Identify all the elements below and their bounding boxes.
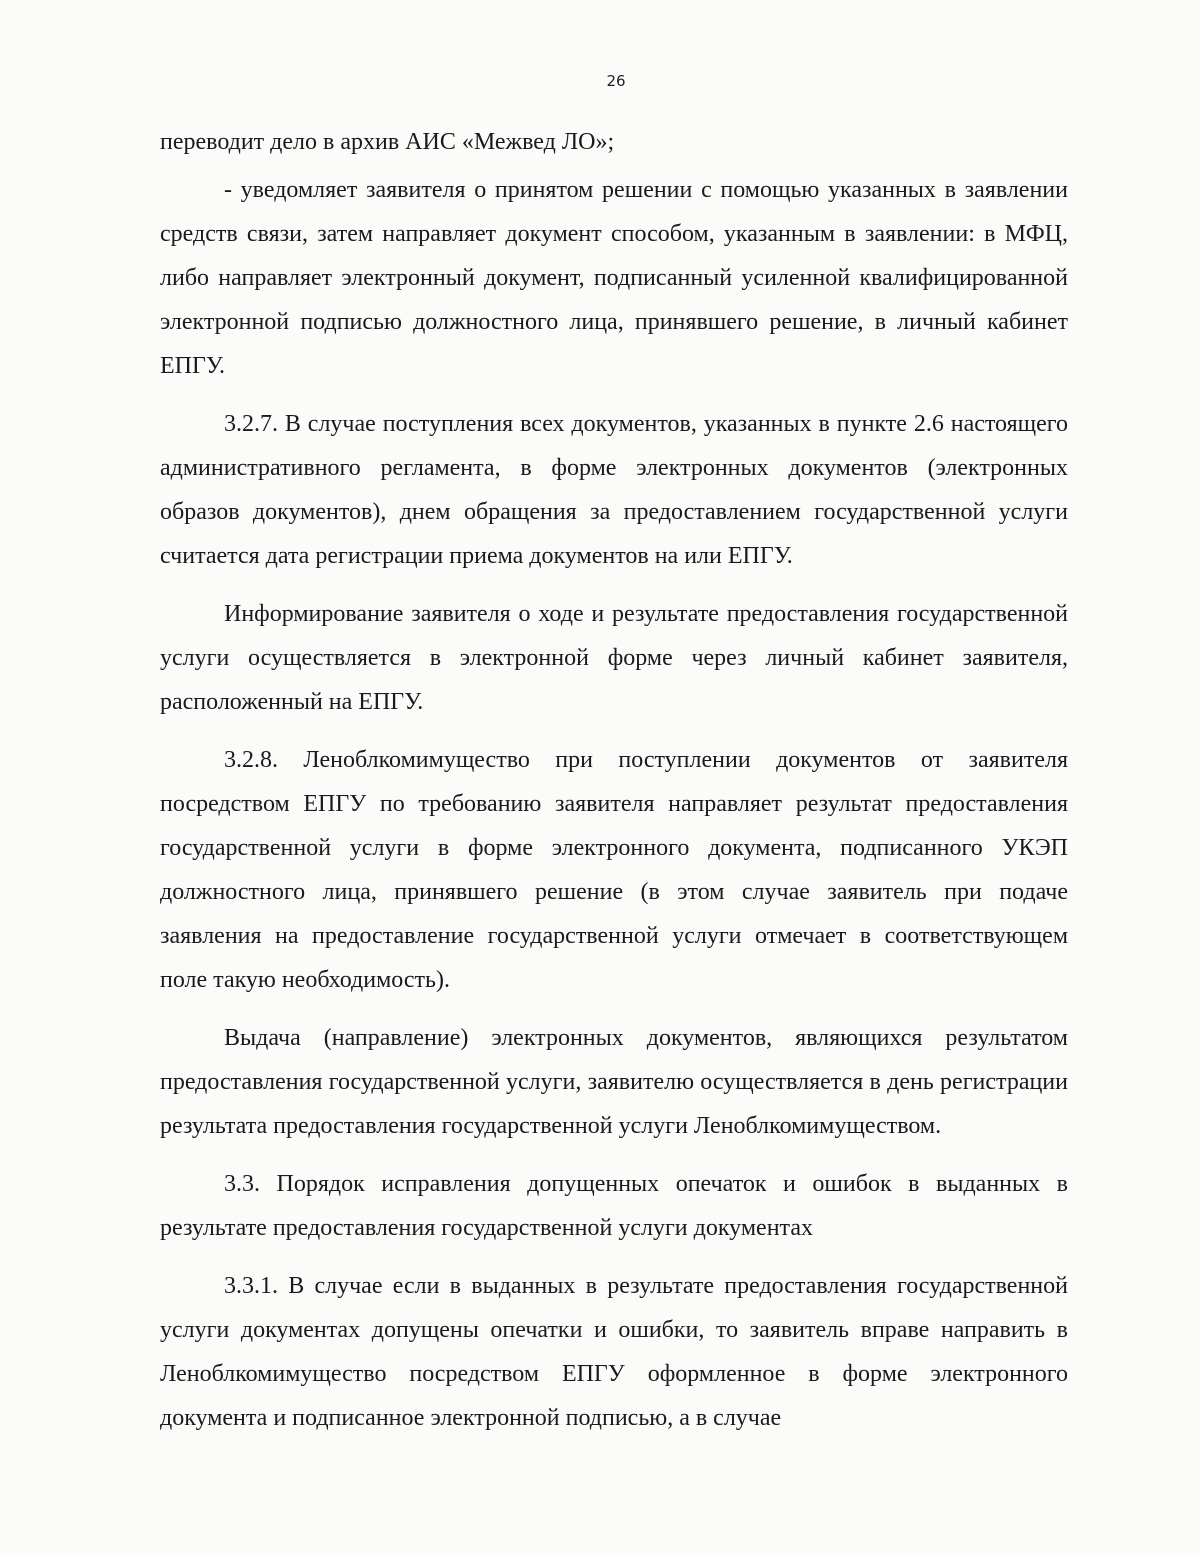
paragraph: переводит дело в архив АИС «Межвед ЛО»; — [160, 129, 615, 155]
section-heading-paragraph: 3.3. Порядок исправления допущенных опечаток и ошибок в выданных в результате предоставления государственной услуги документах — [160, 1171, 1068, 1241]
paragraph: 3.3.1. В случае если в выданных в результате предоставления государственной услуги документах допущены опечатки и ошибки, то заявитель вправе направить в Леноблкомимущество посредством ЕПГУ оформленное в форме электронного документа и подписанное электронной подписью, а в случае — [160, 1273, 1068, 1431]
paragraph: - уведомляет заявителя о принятом решении с помощью указанных в заявлении средств связи, затем направляет документ способом, указанным в заявлении: в МФЦ, либо направляет электронный документ, подписанный усиленной квалифицированной электронной подписью должностного лица, принявшего решение, в личный кабинет ЕПГУ. — [160, 177, 1068, 379]
paragraph: 3.2.7. В случае поступления всех документов, указанных в пункте 2.6 настоящего административного регламента, в форме электронных документов (электронных образов документов), днем обращения за предоставлением государственной услуги считается дата регистрации приема документов на или ЕПГУ. — [160, 411, 1068, 569]
paragraph: 3.2.8. Леноблкомимущество при поступлении документов от заявителя посредством ЕПГУ по требованию заявителя направляет результат предоставления государственной услуги в форме электронного документа, подписанного УКЭП должностного лица, принявшего решение (в этом случае заявитель при подаче заявления на предоставление государственной услуги отмечает в соответствующем поле такую необходимость). — [160, 747, 1068, 993]
document-body — [160, 120, 1068, 1454]
paragraph: Выдача (направление) электронных документов, являющихся результатом предоставления государственной услуги, заявителю осуществляется в день регистрации результата предоставления государственной услуги Леноблкомимуществом. — [160, 1025, 1068, 1139]
paragraph: Информирование заявителя о ходе и результате предоставления государственной услуги осуществляется в электронной форме через личный кабинет заявителя, расположенный на ЕПГУ. — [160, 601, 1068, 715]
page-number: 26 — [606, 72, 626, 90]
